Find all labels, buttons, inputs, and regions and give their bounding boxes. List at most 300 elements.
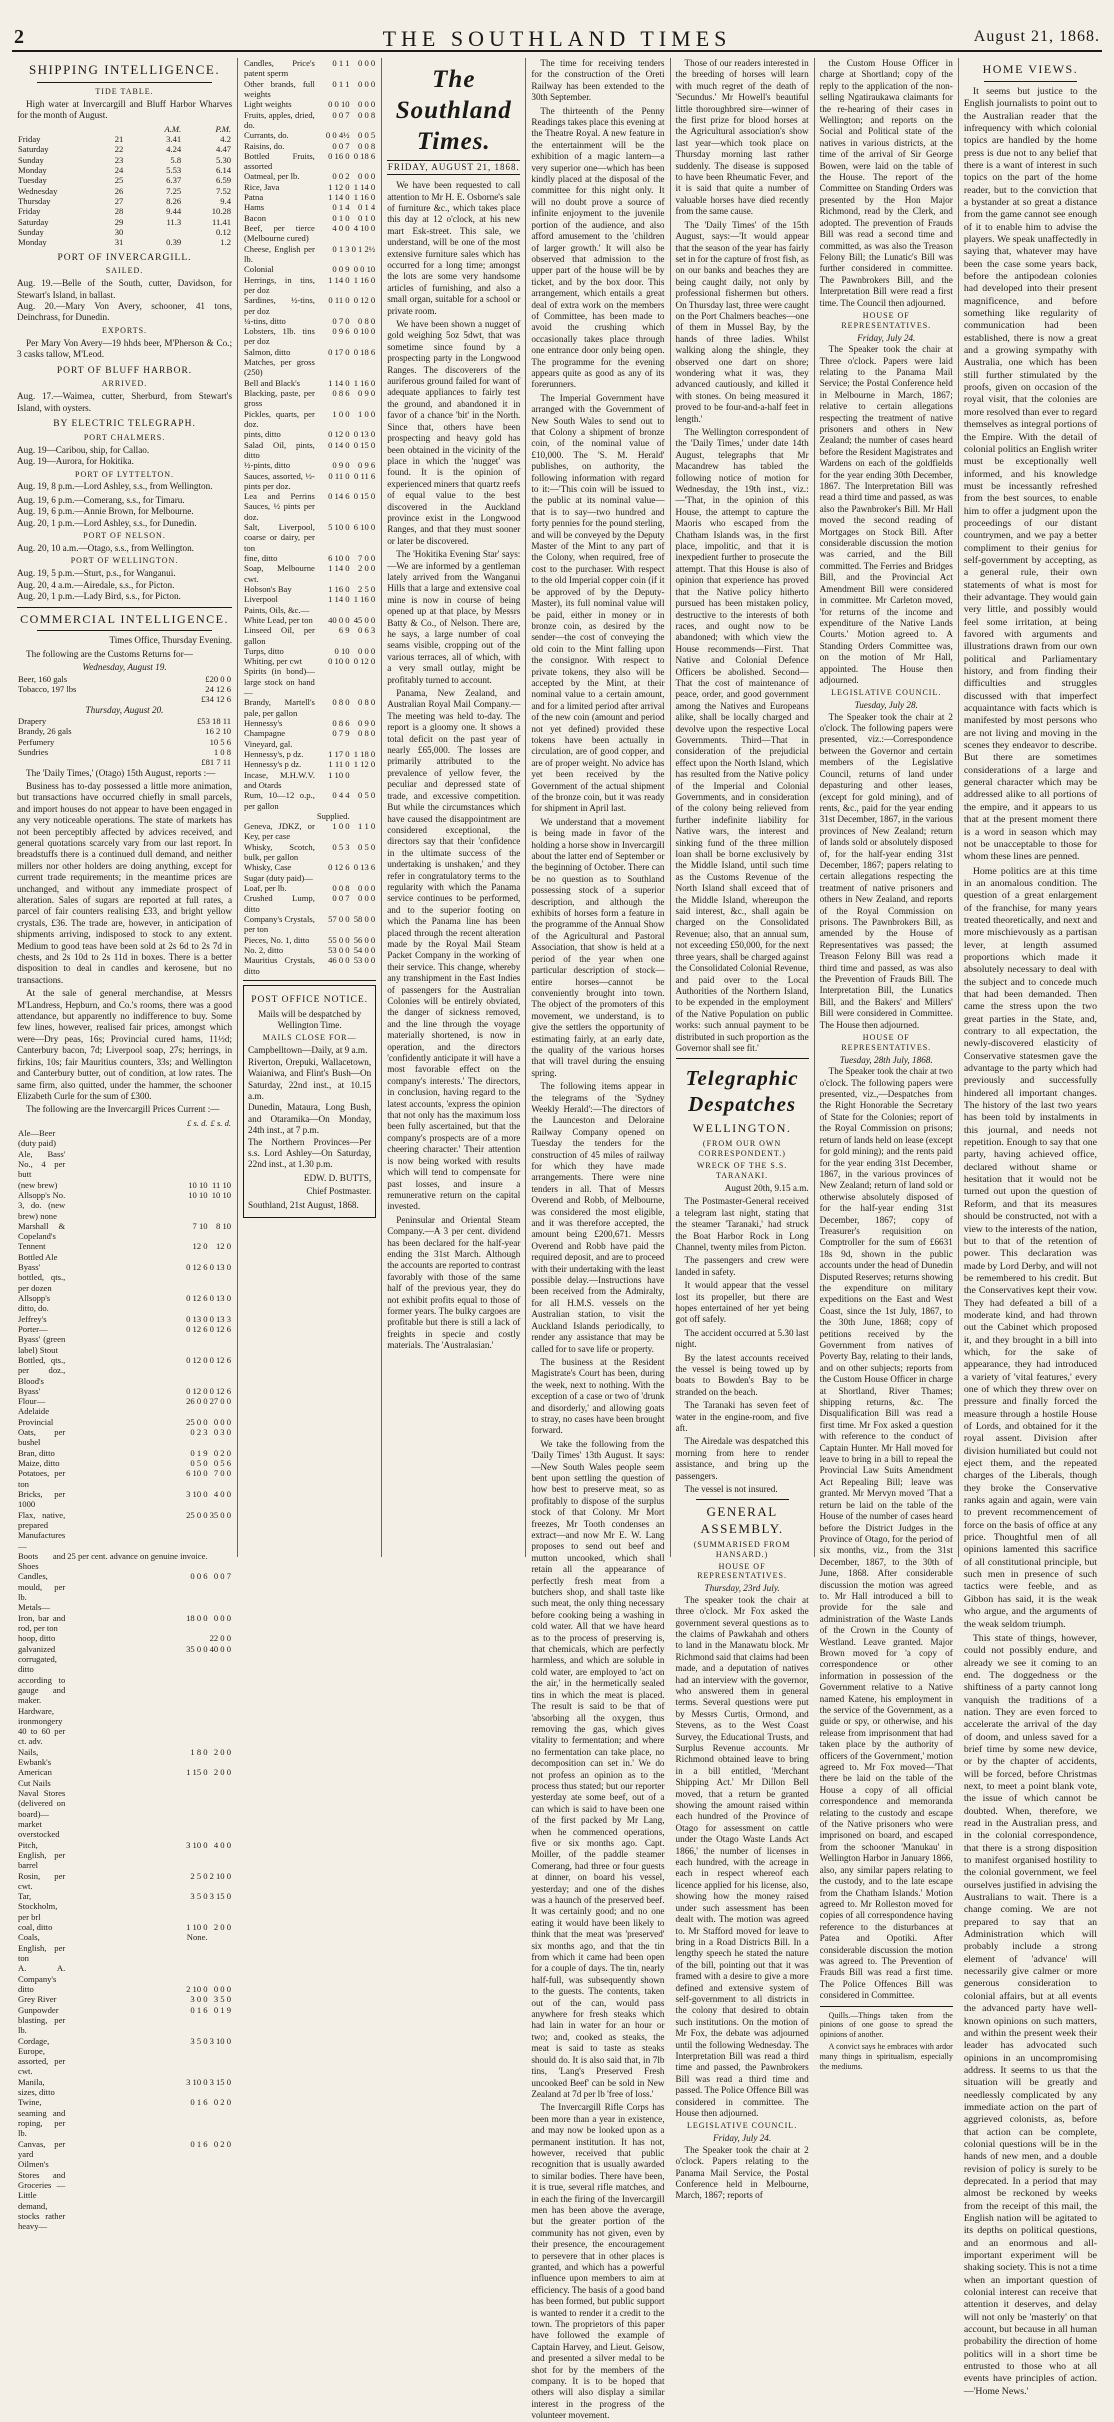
price-row-cell: 0 0 7	[213, 1571, 232, 1582]
price-row-cell	[66, 1530, 208, 1551]
price-row-cell: Bran, ditto	[18, 1447, 55, 1458]
price-row-cell: Soap, Melbourne cwt.	[244, 563, 315, 584]
price-row-cell: 7 10	[192, 1220, 208, 1231]
price-row	[243, 471, 376, 492]
lyttelton-sailed: Aug. 19, 6 p.m.—Comerang, s.s., for Timaru. Aug. 19, 6 p.m.—Annie Brown, for Melbourne. Aug. 20, 1 p.m.—Lord Ashley, s.s., for Dunedin.	[17, 494, 197, 528]
price-row-cell: 25 per cent. advance on genuine invoice.	[67, 1550, 208, 1561]
price-row-cell: 4 10 0	[353, 223, 376, 233]
price-row	[243, 460, 376, 470]
price-row-cell: 6 10 0	[186, 1468, 208, 1479]
price-row-cell: Whisky, Scotch, bulk, per gallon	[244, 841, 315, 863]
price-row	[243, 584, 376, 594]
daily-times-intro: The 'Daily Times,' (Otago) 15th August, reports :—	[26, 767, 216, 778]
customs-row-cell: Sundries	[18, 746, 49, 757]
tide-row-cell: Sunday	[18, 226, 44, 237]
news-paragraph: The time for receiving tenders for the construction of the Oreti Railway has been extended to the 30th September.	[531, 58, 665, 103]
port-wellington-heading: PORT OF WELLINGTON.	[70, 556, 179, 566]
price-row-cell: Metals—	[18, 1602, 50, 1613]
price-row-cell: 0 7 0	[332, 315, 350, 326]
divider	[676, 1058, 809, 1059]
price-row-cell: Provincial	[18, 1416, 54, 1427]
wellington-sailed: Aug. 19, 5 p.m.—Sturt, p.s., for Wanganui. Aug. 20, 4 a.m.—Airedale, s.s., for Picton. Aug. 20, 1 p.m.—Lady Bird, s.s., for Picton.	[17, 568, 181, 602]
column-home-views	[959, 58, 1102, 2397]
tide-row	[17, 237, 232, 247]
price-row-cell: 1 14 0	[328, 594, 350, 605]
price-row-cell: Rum, 10—12 o.p., per gallon	[244, 790, 315, 811]
column-header	[114, 124, 139, 134]
wreck-paragraph: The vessel is not insured.	[684, 1484, 778, 1495]
price-row-cell: Allsopp's No. 3, do. (new brew) none	[18, 1189, 66, 1221]
price-row-cell: 0 8 0	[358, 697, 376, 708]
price-row-cell: 0 0 0	[213, 1983, 232, 1994]
price-row-cell: Champagne Vineyard, gal.	[244, 728, 293, 749]
price-row-cell: 2 0 0	[213, 1746, 232, 1757]
house-of-reps-heading: HOUSE OF REPRESENTATIVES.	[841, 310, 932, 330]
price-row	[17, 1190, 232, 1221]
price-row-cell: Maize, ditto	[18, 1458, 60, 1469]
price-row	[243, 935, 376, 945]
price-row-cell: 10 10	[211, 1189, 232, 1200]
price-row-cell: 40 0 0	[328, 614, 350, 625]
customs-row-cell: Drapery	[18, 715, 47, 726]
price-row	[243, 130, 376, 140]
price-row	[243, 429, 376, 439]
price-row	[243, 842, 376, 863]
price-row-cell: 1 16 0	[353, 377, 376, 388]
price-row-cell: 0 0 0	[358, 171, 376, 182]
tide-row-cell: 29	[114, 216, 124, 227]
mails-close-label: MAILS CLOSE FOR—	[262, 1033, 357, 1043]
tide-row-cell: 28	[114, 206, 124, 217]
price-row-cell: 1 8 0	[190, 1746, 208, 1757]
price-row-cell	[66, 1788, 208, 1840]
tide-row-cell: 30	[114, 226, 124, 237]
port-nelson-heading: PORT OF NELSON.	[83, 531, 166, 541]
column-header	[17, 1118, 66, 1128]
price-row-cell: Coals, English, per ton	[18, 1932, 66, 1964]
price-row-cell: 3 10 0	[209, 2035, 232, 2046]
price-row-cell: 0 1 1	[332, 58, 350, 68]
price-row-cell: 0 1 6	[190, 2097, 208, 2108]
price-row-cell: 12 0	[192, 1241, 208, 1252]
price-row-cell: 0 11 6	[354, 470, 376, 481]
price-row-cell: 0 0 10	[353, 264, 376, 275]
sailed-label: SAILED.	[105, 266, 144, 276]
tide-row-cell: 6.14	[216, 165, 232, 176]
price-row-cell: 27 0 0	[209, 1396, 232, 1407]
commercial-heading: COMMERCIAL INTELLIGENCE.	[20, 611, 229, 626]
price-row	[17, 1314, 232, 1324]
price-row-cell: 0 12 0	[353, 656, 376, 667]
assembly-paragraph: The speaker took the chair at three o'clock. Mr Fox asked the government several questions as to the claims of Pawkahah and others to land in the Manawatu block. Mr Richmond said that claims had been made, and a deputation of natives had an interview with the governor, who answered them in general terms. Several questions were put by Messrs Curtis, Ormond, and Stevens, as to the West Coast Survey, the Educational Trusts, and Surplus Revenue accounts. Mr Richmond obtained leave to bring in a bill entitled, 'Merchant Shipping Act.' Mr Dillon Bell moved, that a return be granted showing the amount raised within each hundred of the Province of Otago for assessment on cattle under the Otago Waste Lands Act 1866,' the number of licenses in each hundred, with the acreage in each in respect whereof each licence applied for his license, also, showing how the money raised under such assessment has been dealt with. The motion was agreed to. Mr Stafford moved for leave to bring in a Road Districts Bill. In a lengthy speech he stated the nature of the bill, pointing out that it was framed with a desire to give a more defined and extensive system of self-government to all districts in the colony that desired to obtain such institutions. On the motion of Mr Fox, the debate was adjourned until the following Wednesday. The Interpretation Bill was read a third time and passed, the Pawnbrokers Bill was read a third time and passed. The Police Offence Bill was considered in committee. The House then adjourned.	[675, 1594, 809, 2118]
price-row-cell: 0 7 9	[332, 728, 350, 739]
price-row-cell: 0 1 1	[332, 78, 350, 89]
price-row-cell: 0 0 0	[358, 645, 376, 656]
price-row	[17, 1571, 232, 1602]
page-header	[12, 26, 1102, 52]
price-row	[243, 141, 376, 151]
column-header: £ s. d.	[210, 1117, 232, 1128]
price-row-cell: 0 12 0	[186, 1354, 208, 1365]
price-row-cell: 1 0 0	[332, 408, 350, 419]
news-paragraph: Those of our readers interested in the breeding of horses will learn with much regret of the death of 'Secundus.' Mr Howell's beautiful little thoroughbred sire—winner of the first prize for blood horses at the Agricultural association's show last year—which took place on Thursday morning last rather suddenly. The disease is supposed to have been Rheumatic Fever, and it is said that quite a number of valuable horses have died recently from the same cause.	[675, 58, 809, 217]
divider	[820, 2006, 953, 2007]
legislative-council-heading: LEGISLATIVE COUNCIL.	[831, 688, 942, 698]
house-of-reps-date: Friday, July 24.	[857, 332, 916, 343]
price-row	[243, 192, 376, 202]
price-row-cell: Hennessy's	[244, 718, 283, 728]
tide-heading: TIDE TABLE.	[95, 87, 154, 97]
page-columns	[12, 58, 1102, 2421]
price-row	[243, 605, 376, 615]
price-row	[243, 873, 376, 883]
price-row-cell: Sugar (duty paid)—	[244, 872, 313, 883]
port-bluff-heading: PORT OF BLUFF HARBOR.	[56, 365, 193, 376]
price-row	[17, 1767, 232, 1788]
price-row	[17, 1788, 232, 1840]
arrived-label: ARRIVED.	[101, 379, 148, 389]
price-row-cell: 1 0 0	[358, 408, 376, 419]
price-row-cell: Spirits (in bond)—large stock on hand—	[244, 666, 315, 698]
tide-row-cell: Sunday	[18, 154, 44, 165]
price-row-cell: 3 5 0	[190, 1891, 208, 1902]
tide-row	[17, 144, 232, 154]
home-views-heading: HOME VIEWS.	[982, 62, 1079, 76]
assembly-paragraph: the Custom House Officer in charge at Shortland; copy of the reply to the application of the non-selling Ngatiraukawa claimants for the re-hearing of their cases in Wellington; and reports on the Social and Political state of the natives in various districts, at the time of the arrival of Sir George Bowen, were laid on the table of the House. The report of the Committee on Standing Orders was presented by the Hon Major Richmond, read by the Clerk, and adopted. The prevention of Frauds Bill was read a second time and committed, as was also the Treason Felony Bill; the Lunatic's Bill was further considered in committee. The Pawnbrokers Bill, and the Interpretation Bill were read a first time. The Council then adjourned.	[819, 58, 953, 308]
price-row-cell: 0 13 0	[353, 429, 376, 440]
tide-table	[17, 124, 232, 248]
price-row-cell: Sauces, assorted, ½-pints per doz.	[244, 470, 315, 491]
price-row-cell: White Lead, per ton	[244, 614, 313, 625]
price-row-cell: 0 2 0	[213, 1447, 232, 1458]
price-row-cell: 25 0 0	[186, 1416, 208, 1427]
price-row	[17, 1324, 232, 1355]
nelson-arrived: Aug. 20, 10 a.m.—Otago, s.s., from Wellington.	[17, 543, 194, 553]
price-row-cell: Lobsters, 1lb. tins per doz	[244, 326, 315, 347]
price-row	[243, 202, 376, 212]
price-row-cell: 2 10 0	[186, 1983, 208, 1994]
price-row-cell: Herrings, in tins, per doz	[244, 274, 315, 295]
divider	[37, 82, 212, 83]
price-row	[243, 770, 376, 791]
price-row-cell: 0 0 10	[328, 99, 350, 110]
price-row-cell: 45 0 0	[353, 614, 376, 625]
price-row-cell: 0 4 4	[332, 790, 350, 801]
price-row	[17, 1963, 232, 1984]
price-row	[17, 1221, 232, 1242]
tide-row-cell: Thursday	[18, 196, 51, 207]
price-row-cell: 12 0	[216, 1241, 232, 1252]
price-row	[243, 110, 376, 131]
invercargill-exports: Per Mary Von Avery—19 hhds beer, M'Pherson & Co.; 3 casks tallow, M'Leod.	[17, 337, 233, 360]
price-row-cell: 0 5 0	[358, 841, 376, 852]
price-row-cell: 0 12 6	[186, 1262, 208, 1273]
price-row-cell: Potatoes, per ton	[18, 1468, 66, 1489]
price-row-cell: Byass' bottled, qts., per dozen	[18, 1262, 66, 1293]
price-row-cell	[351, 770, 377, 791]
price-row-cell: Bottled Fruits, assorted	[244, 150, 315, 172]
price-row-cell: Salmon, ditto	[244, 346, 291, 357]
price-row-cell: 4 0 0	[332, 223, 350, 233]
tide-row	[17, 196, 232, 206]
customs-thursday-table	[17, 716, 232, 768]
price-row-cell: Manila, sizes, ditto	[18, 2076, 55, 2098]
price-row	[243, 182, 376, 192]
tide-row-cell: 5.30	[216, 154, 232, 165]
price-row-cell: Lea and Perrins Sauces, ½ pints per doz.	[244, 491, 315, 522]
price-row-cell: 0 5 0	[190, 1458, 208, 1469]
price-row-cell: Incase, M.H.W.V. and Otards	[244, 769, 315, 790]
price-row-cell: 0 0 0	[358, 78, 376, 89]
price-row	[243, 409, 376, 430]
price-row	[17, 1241, 232, 1262]
price-row-cell: 1 16 0	[353, 274, 376, 285]
price-row-cell: 1 12 0	[353, 759, 376, 770]
price-row-cell: 0 2 0	[213, 2138, 232, 2149]
price-row-cell: 0 12 0	[328, 429, 350, 440]
column-telegrams	[671, 58, 815, 2201]
editorial-body	[387, 180, 520, 1351]
tide-row-cell: Friday	[18, 206, 41, 217]
price-row	[17, 1602, 232, 1612]
price-row	[243, 625, 376, 646]
price-row-cell: 0 9 6	[332, 326, 350, 337]
tide-row-cell: 4.2	[220, 134, 232, 145]
customs-row-cell: £53 18 11	[196, 715, 232, 726]
price-row-cell: Rosin, per cwt.	[18, 1870, 66, 1891]
price-row-cell: Ale—Beer (duty paid)	[18, 1128, 56, 1149]
price-row-cell: Twine, seaming and roping, per lb.	[18, 2097, 66, 2139]
price-row-cell	[209, 1932, 232, 1963]
price-row-cell: 54 0 0	[353, 944, 376, 955]
tide-row-cell: 9.44	[166, 206, 182, 217]
price-row	[243, 295, 376, 316]
wreck-paragraph: The passengers and crew were landed in safety.	[675, 1255, 809, 1277]
price-row-cell: Raisins, do.	[244, 140, 285, 151]
editorial-paragraph: The 'Hokitika Evening Star' says:—We are informed by a gentleman lately arrived from the Wanganui Hills that a large and extensive coal mine is now in course of being opened up at that place, by Messrs Batty & Co., of Nelson. There are, he says, a large number of coal seams visible, cropping out of the various terraces, all of which, with a very small outlay, might be profitably turned to account.	[387, 549, 521, 685]
price-row-cell: 1 18 0	[353, 748, 376, 759]
price-row-cell	[209, 1788, 232, 1840]
price-row-cell: Whisky, Case	[244, 862, 292, 873]
price-row-cell: 2 0 0	[213, 1767, 232, 1778]
price-row-cell: 1 0 0	[332, 821, 350, 832]
wednesday-heading: Wednesday, August 19.	[82, 662, 167, 673]
news-paragraph: We take the following from the 'Daily Times' 13th August. It says:—New South Wales people seem bent upon settling the question of how best to preserve meat, so as profitably to dispose of the surplus stock of that Colony. Mr Mort freezes, Mr Tooth condenses an extract—and now Mr E. W. Lang proposes to send out beef and mutton uncooked, which shall retain all the appearance of perfectly fresh meat from a butchers shop, and shall taste like such meat, the only thing necessary before cooking being a washing in cold water. All that we have heard as to the process of preserving is, that chemicals, which are perfectly harmless, and which are soluble in cold water, are employed to 'act on the air,' in the hermetically sealed tins in which the meat is placed. The result is said to be that of 'absorbing all the oxygen, thus removing the gas, which gives vitality to fermentation; and where no fermentation can take place, no decomposition can set in.' We do not profess an opinion as to the process thus stated; but our reporter yesterday ate some beef, out of a can which is said to have been one of the first packed by Mr Lang, when he commenced operations, five or six months ago. Capt. Moiller, of the paddle steamer Comerang, had three or four guests at dinner, on board his vessel, yesterday; and one of the dishes was a haunch of the preserved beef. It was certainly good; and no one eating it would have been likely to think that the meat was 'preserved' six months ago, and that the tin from which it came had been open for a couple of days. The tin, nearly half-full, was subsequently shown to the guests. The contents, taken out of the can, would pass anywhere for fresh steaks which had lain in water for an hour or two; and, cooked as steaks, the meat is said to taste as steaks should do. It is also said that, in 7lb tins, 'Lang's Preserved Fresh uncooked Beef' can be sold in New Zealand at 7d per lb 'free of loss.'	[531, 1438, 665, 2099]
price-row	[17, 1922, 232, 1932]
tide-row	[17, 206, 232, 216]
legislative-council-body: The Speaker took the chair at 2 o'clock. Papers relating to the Panama Mail Service, the Postal Conference held in Melbourne, March, 1867; reports of	[675, 2144, 809, 2201]
tide-row	[17, 175, 232, 185]
tide-row	[17, 155, 232, 165]
price-row-cell: 3 10 0	[186, 2076, 208, 2087]
tide-row	[17, 134, 232, 144]
price-row	[243, 326, 376, 347]
price-row-cell: Gunpowder blasting, per lb.	[18, 2004, 66, 2036]
price-row	[243, 99, 376, 109]
price-row-cell: 1 16 0	[328, 583, 350, 594]
customs-row	[17, 737, 232, 747]
price-row-cell: 0 1 9	[190, 1447, 208, 1458]
price-row	[243, 244, 376, 265]
price-row	[243, 264, 376, 274]
tide-row-cell: 4.47	[216, 144, 232, 155]
price-row-cell: 0 0 0	[358, 58, 376, 68]
price-row-cell: 0 8 0	[358, 728, 376, 739]
tide-row-cell: 11.3	[166, 216, 182, 227]
price-row	[243, 862, 376, 872]
price-row-cell: 0 16 0	[328, 150, 350, 161]
price-row-cell	[316, 357, 351, 378]
price-row-cell: (new brew)	[18, 1179, 58, 1190]
price-row-cell: 0 1 0	[332, 212, 350, 223]
news-paragraph: We understand that a movement is being made in favor of the holding a horse show in Invercargill about the latter end of September or the beginning of October. There can be no question as to Southland possessing stock of a superior description, and although the exhibits of horses form a feature in the programme of the Annual Show of the Agricultural and Pastoral Association, that show is held at a period of the year when one particular description of stock—entire horses—cannot be conveniently brought into town. The object of the promoters of this movement, we understand, is to give the settlers the opportunity of estimating fairly, at an early date, the quality of the various horses that will travel during the ensuing spring.	[531, 816, 665, 1078]
price-row	[17, 1871, 232, 1892]
price-row-cell: 7 0 0	[213, 1468, 232, 1479]
price-row	[17, 1633, 232, 1643]
price-row-cell: Boots and Shoes	[18, 1550, 66, 1572]
price-row-cell: Geneva, JDKZ, or Key, per case	[244, 821, 315, 842]
news-body	[676, 58, 809, 1054]
price-row-cell	[209, 1675, 232, 1706]
tide-row-cell: 1.2	[220, 237, 232, 248]
price-row	[243, 357, 376, 378]
price-row-cell: None.	[186, 1932, 208, 1943]
customs-row-cell: Perfumery	[18, 736, 55, 747]
customs-row-cell: 10 5 6	[209, 736, 232, 747]
price-row	[243, 223, 376, 244]
price-row-cell: 6 10 0	[328, 553, 350, 563]
price-row-cell: Company's Crystals, per ton	[244, 913, 315, 935]
price-row-cell: 0 11 0	[328, 295, 350, 306]
price-row	[17, 1386, 232, 1396]
bluff-arrived: Aug. 17.—Waimea, cutter, Sherburd, from Stewart's Island, with oysters.	[17, 391, 233, 413]
customs-row-cell: 24 12 6	[205, 683, 232, 694]
price-row-cell: 0 1 2½	[351, 243, 376, 254]
divider	[984, 81, 1077, 82]
column-header: £ s. d.	[187, 1117, 208, 1128]
tide-row-cell: 21	[114, 134, 124, 145]
price-row-cell: 26 0 0	[186, 1396, 208, 1407]
price-row-cell: 10 10	[188, 1189, 208, 1200]
price-row-cell: Currants, do.	[244, 130, 289, 141]
price-row-cell: 0 2 0	[213, 2097, 232, 2108]
column-editorial	[382, 58, 526, 1557]
price-row	[17, 1262, 232, 1293]
market-report: Business has to-day possessed a little more animation, but transactions have occurred chiefly in small parcels, and import houses do not appear to have been engaged in any very noticeable operations. The state of markets has not been perceptibly affected by advices received, and general quotations scarcely vary from our last report. In breadstuffs there is a continued dull demand, and neither millers nor other holders are doing anything, except for current trade requirements; in the meantime prices are unchanged, and without any immediate prospect of alteration. Sales of sugars are reported at full rates, a parcel of fair counters realising £33, and bright yellow crystals, £36. The trade are, however, in anticipation of shipments arriving, indisposed to stock to any extent. Medium to good teas have been sold at 2s 6d to 2s 7d in chests, and 2s 10d to 2s 11d in boxes. There is a better disposition to deal in candles and kerosene, but no transactions.	[17, 780, 233, 985]
price-row-cell: Cordage, Europe, assorted, per cwt.	[18, 2035, 66, 2077]
port-chalmers-heading: PORT CHALMERS.	[83, 432, 166, 442]
price-row	[243, 728, 376, 749]
times-office-line: Times Office, Thursday Evening.	[109, 635, 233, 646]
price-row-cell: Bricks, per 1000	[18, 1488, 66, 1510]
price-row-cell: 3 10 0	[186, 1839, 208, 1850]
price-row-cell: 1 11 0	[328, 759, 350, 770]
price-row-cell: Matches, per gross (250)	[244, 357, 315, 378]
price-row-cell: Hennessy's p dz.	[244, 759, 302, 770]
price-row-cell	[66, 1128, 208, 1149]
price-row-cell: Tennent Bottled Ale	[18, 1241, 58, 1262]
price-row	[17, 1448, 232, 1458]
tide-row-cell: 9.4	[220, 196, 232, 207]
customs-row-cell: £34 12 6	[200, 694, 232, 705]
wreck-paragraph: The accident occurred at 5.30 last night.	[675, 1327, 809, 1350]
convict-filler: A convict says he embraces with ardor many things in spiritualism, especially the mediums.	[819, 2042, 953, 2072]
price-row-cell: 0 11 0	[328, 470, 350, 481]
price-row-cell: 0 1 9	[213, 2004, 232, 2015]
price-row	[17, 1551, 232, 1572]
price-row	[243, 718, 376, 728]
price-row-cell: 3 5 0	[213, 1994, 232, 2005]
price-row-cell: 8 10	[216, 1220, 232, 1231]
price-row	[243, 821, 376, 842]
price-row-cell: 6 10 0	[353, 522, 376, 533]
price-row-cell: 0 13 3	[209, 1313, 232, 1324]
price-row	[243, 697, 376, 718]
thursday-heading: Thursday, August 20.	[85, 704, 164, 715]
price-row	[243, 749, 376, 759]
price-row-cell: Linseed Oil, per gallon	[244, 625, 315, 646]
price-row-cell: Naval Stores (delivered on board)—market overstocked	[18, 1788, 66, 1840]
correspondent-line: (FROM OUR OWN CORRESPONDENT.)	[698, 1139, 786, 1159]
mail-schedule: Campbelltown—Daily, at 9 a.m. Riverton, Orepuki, Wallacetown, Waianiwa, and Flint's Bush—On Saturday, 22nd inst., at 10.15 a.m. Dunedin, Mataura, Long Bush, and Otaramika—On Monday, 24th inst., at 7 p.m. The Northern Provinces—Per s.s. Lord Ashley—On Saturday, 22nd inst., at 1.30 p.m.	[248, 1045, 372, 1170]
price-row-cell: 0 9 6	[358, 460, 376, 471]
price-row-cell: 1 14 0	[328, 563, 350, 574]
price-row-cell: Tar, Stockholm, per brl	[18, 1891, 58, 1922]
tide-row	[17, 217, 232, 227]
price-row-cell: 0 0 0	[358, 883, 376, 893]
customs-row-cell: 16 2 10	[205, 726, 232, 737]
customs-row-cell: £20 0 0	[205, 673, 232, 684]
price-row	[243, 347, 376, 357]
price-row-cell: 0 18 6	[353, 150, 376, 161]
price-row-cell: 56 0 0	[353, 934, 376, 945]
price-row-cell: 0 10 0	[328, 656, 350, 667]
price-row	[17, 2139, 232, 2160]
wellington-heading: WELLINGTON.	[692, 1121, 792, 1136]
price-row-cell: 0 0 8	[332, 883, 350, 893]
price-row-cell: 0 12 6	[209, 1354, 232, 1365]
price-row	[243, 213, 376, 223]
price-row-cell: 0 5 0	[358, 790, 376, 801]
price-row	[17, 1706, 232, 1747]
news-paragraph: The 'Daily Times' of the 15th August, says:—'It would appear that the season of the year has fairly set in for the capture of frost fish, as on our banks and beaches they are being caught daily, not only by professional fishermen but others. On Thursday last, three were caught on the Port Chalmers beaches—one of them in Mussel Bay, by the hands of three ladies. Whilst walking along the shingle, they observed one dart on shore; wondering what it was, they advanced cautiously, and killed it with stones. On being measured it proved to be four-and-a-half feet in length.'	[675, 219, 809, 424]
price-row-cell	[66, 2159, 208, 2231]
column-header: P.M.	[215, 123, 232, 134]
price-row-cell: 0 0 0	[213, 1416, 232, 1427]
price-row	[243, 553, 376, 563]
price-row-cell: 0 13 6	[353, 862, 376, 873]
tide-row	[17, 186, 232, 196]
customs-row-cell: Beer, 160 gals	[18, 673, 68, 684]
tide-row-cell: Monday	[18, 165, 47, 176]
assembly-paragraph: The Speaker took the chair at Three o'clock. Papers were laid relating to the Panama Mail Service; the Postal Conference held in Melbourne in March, 1867; relative to certain allegations respecting the treatment of native prisoners and others in New Zealand; the number of cases heard before the Resident Magistrates and Wardens on each of the goldfields for the year ending 30th December, 1867. The Interpretation Bill was read a third time and passed, as was also the Pawnbroker's Bill. Mr Hall moved the second reading of Mortgages on Stock Bill. After considerable discussion the motion was carried, and the Bill committed. The Ferries and Bridges Bill, and the Provincial Act Amendment Bill were considered in committee. Mr Carleton moved, 'for returns of the income and expenditure of the Native Lands Courts.' Motion agreed to. A Standing Orders Committee was, on the motion of Mr Hall, appointed. The House then adjourned.	[819, 344, 953, 685]
price-row-cell: Crushed Lump, ditto	[244, 893, 315, 914]
price-row-cell	[66, 1149, 208, 1180]
council-continued	[820, 58, 953, 309]
price-row-cell: 0 0 0	[358, 99, 376, 110]
price-row	[243, 275, 376, 296]
price-row-cell: Liverpool	[244, 594, 278, 605]
price-row-cell	[66, 1633, 208, 1643]
tide-row-cell: Friday	[18, 134, 41, 145]
price-row	[243, 594, 376, 604]
price-row-cell	[66, 1706, 208, 1747]
price-row-cell: 1 16 0	[353, 192, 376, 203]
chalmers-sailed: Aug. 19—Caribou, ship, for Callao. Aug. 19—Aurora, for Hokitika.	[17, 444, 150, 467]
price-row-cell: 0 12 6	[209, 1323, 232, 1334]
price-row	[17, 1149, 232, 1180]
telegraphic-despatches-heading: Telegraphic Despatches	[685, 1066, 799, 1117]
